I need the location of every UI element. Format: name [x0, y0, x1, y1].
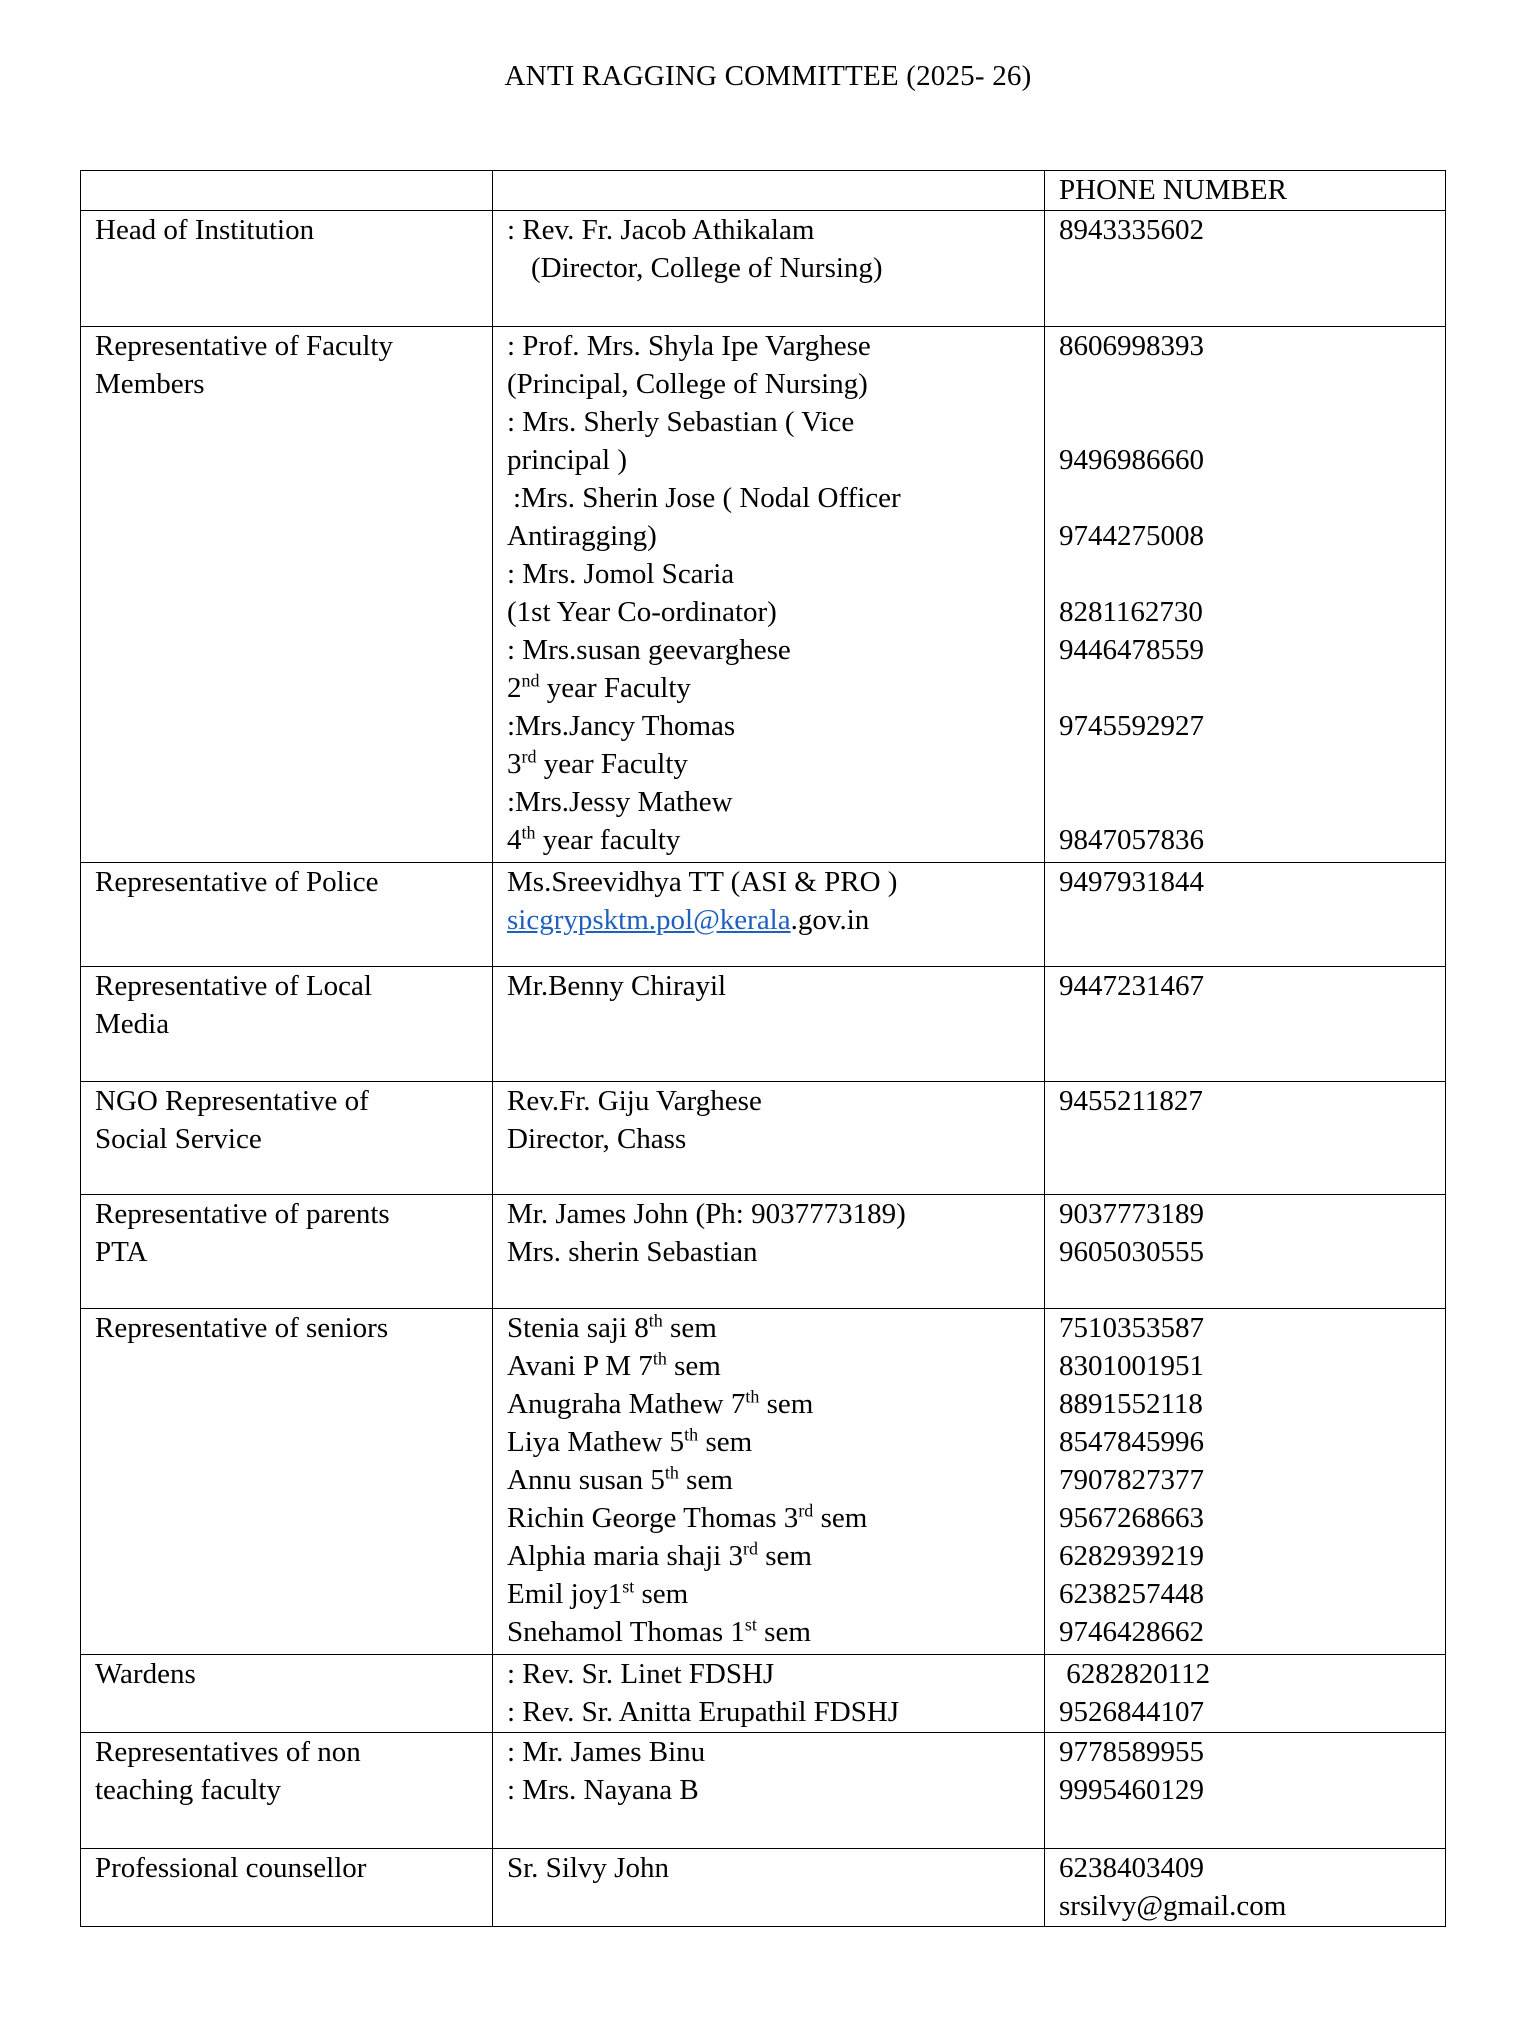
role-label: NGO Representative of	[95, 1085, 369, 1117]
phone-number: 9847057836	[1059, 824, 1204, 856]
ordinal-suffix: rd	[798, 1500, 814, 1521]
table-row-faculty	[81, 327, 1446, 863]
table-row-wardens	[81, 1655, 1446, 1733]
student-name	[507, 1423, 1030, 1461]
role-cell	[81, 1655, 493, 1733]
header-role-cell	[81, 171, 493, 211]
semester-text: sem	[662, 1312, 717, 1344]
member-name: : Rev. Sr. Anitta Erupathil FDSHJ	[507, 1696, 900, 1728]
member-name: :Mrs.Jessy Mathew	[507, 786, 733, 818]
table-row-ngo	[81, 1082, 1446, 1195]
member-designation: (Director, College of Nursing)	[531, 252, 883, 284]
member-name: Sr. Silvy John	[507, 1852, 669, 1884]
phone-number: 6238257448	[1059, 1578, 1204, 1610]
phone-number: 9526844107	[1059, 1696, 1204, 1728]
student-text: Avani P M 7	[507, 1350, 653, 1382]
member-designation: Antiragging)	[507, 520, 657, 552]
role-label: Members	[95, 368, 205, 400]
phone-number: 8606998393	[1059, 330, 1204, 362]
phone-number: 9455211827	[1059, 1085, 1203, 1117]
role-cell	[81, 1082, 493, 1195]
name-cell	[493, 1733, 1045, 1849]
email-link[interactable]: sicgrypsktm.pol@kerala	[507, 904, 791, 936]
ordinal-suffix: st	[744, 1614, 757, 1635]
ordinal-suffix: th	[648, 1310, 663, 1331]
ordinal-suffix: rd	[521, 746, 537, 767]
phone-number: 9496986660	[1059, 444, 1204, 476]
table-row-police	[81, 863, 1446, 967]
phone-number: 6238403409	[1059, 1852, 1204, 1884]
role-label: Representative of seniors	[95, 1312, 389, 1344]
phone-number: 8547845996	[1059, 1426, 1204, 1458]
role-label: PTA	[95, 1236, 148, 1268]
student-text: Stenia saji 8	[507, 1312, 649, 1344]
member-name: : Mrs.susan geevarghese	[507, 634, 791, 666]
role-label: teaching faculty	[95, 1774, 281, 1806]
table-header-row	[81, 171, 1446, 211]
member-name: : Mrs. Sherly Sebastian ( Vice	[507, 406, 855, 438]
phone-number: 9497931844	[1059, 866, 1204, 898]
phone-number: 6282939219	[1059, 1540, 1204, 1572]
phone-cell	[1045, 211, 1446, 327]
role-label: Representative of Faculty	[95, 330, 393, 362]
table-row-counsellor	[81, 1849, 1446, 1927]
phone-number: 9745592927	[1059, 710, 1204, 742]
name-cell	[493, 1309, 1045, 1655]
name-cell	[493, 327, 1045, 863]
phone-cell	[1045, 327, 1446, 863]
student-text: Emil joy1	[507, 1578, 623, 1610]
table-row-parents	[81, 1195, 1446, 1309]
semester-text: sem	[666, 1350, 721, 1382]
phone-number-header: PHONE NUMBER	[1059, 174, 1287, 206]
semester-text: sem	[698, 1426, 753, 1458]
phone-number: 8891552118	[1059, 1388, 1203, 1420]
member-name: : Rev. Sr. Linet FDSHJ	[507, 1658, 775, 1690]
student-text: Annu susan 5	[507, 1464, 665, 1496]
phone-cell	[1045, 1195, 1446, 1309]
year-text: year Faculty	[536, 748, 688, 780]
year-text: year Faculty	[539, 672, 691, 704]
role-cell	[81, 1195, 493, 1309]
ordinal-suffix: th	[745, 1386, 760, 1407]
member-name: Mr.Benny Chirayil	[507, 970, 727, 1002]
role-label: Representative of Local	[95, 970, 372, 1002]
phone-cell	[1045, 1309, 1446, 1655]
ordinal-suffix: st	[622, 1576, 635, 1597]
role-cell	[81, 967, 493, 1082]
name-cell	[493, 863, 1045, 967]
phone-number: 7907827377	[1059, 1464, 1204, 1496]
table-row-media	[81, 967, 1446, 1082]
phone-number: 9605030555	[1059, 1236, 1204, 1268]
student-text: Richin George Thomas 3	[507, 1502, 799, 1534]
phone-number: 9744275008	[1059, 520, 1204, 552]
email-domain: .gov.in	[790, 904, 870, 936]
phone-cell	[1045, 1082, 1446, 1195]
semester-text: sem	[757, 1540, 812, 1572]
phone-number: 9995460129	[1059, 1774, 1204, 1806]
phone-cell	[1045, 967, 1446, 1082]
semester-text: sem	[759, 1388, 814, 1420]
student-text: Anugraha Mathew 7	[507, 1388, 746, 1420]
student-text: Snehamol Thomas 1	[507, 1616, 745, 1648]
member-name: Rev.Fr. Giju Varghese	[507, 1085, 762, 1117]
role-cell	[81, 1849, 493, 1927]
phone-number: 9778589955	[1059, 1736, 1204, 1768]
student-name	[507, 1385, 1030, 1423]
table-row-seniors	[81, 1309, 1446, 1655]
phone-number: 8281162730	[1059, 596, 1203, 628]
phone-number: 6282820112	[1059, 1658, 1211, 1690]
student-name	[507, 1499, 1030, 1537]
member-designation	[507, 669, 1030, 707]
member-designation	[507, 821, 1030, 859]
role-cell	[81, 211, 493, 327]
student-name	[507, 1575, 1030, 1613]
phone-number: 9446478559	[1059, 634, 1204, 666]
member-name: : Rev. Fr. Jacob Athikalam	[507, 214, 815, 246]
semester-text: sem	[634, 1578, 689, 1610]
member-name: :Mrs. Sherin Jose ( Nodal Officer	[513, 482, 901, 514]
student-name	[507, 1537, 1030, 1575]
role-label: Media	[95, 1008, 170, 1040]
header-phone-cell	[1045, 171, 1446, 211]
member-name: :Mrs.Jancy Thomas	[507, 710, 736, 742]
table-row-head-of-institution	[81, 211, 1446, 327]
year-number: 3	[507, 748, 522, 780]
ordinal-suffix: th	[652, 1348, 667, 1369]
phone-cell	[1045, 1849, 1446, 1927]
student-name	[507, 1461, 1030, 1499]
phone-cell	[1045, 863, 1446, 967]
member-designation	[507, 745, 1030, 783]
phone-number: 8301001951	[1059, 1350, 1204, 1382]
member-name: Mr. James John (Ph: 9037773189)	[507, 1198, 906, 1230]
member-designation: (1st Year Co-ordinator)	[507, 596, 777, 628]
role-cell	[81, 863, 493, 967]
name-cell	[493, 211, 1045, 327]
role-label: Representative of parents	[95, 1198, 390, 1230]
member-name: : Prof. Mrs. Shyla Ipe Varghese	[507, 330, 871, 362]
header-name-cell	[493, 171, 1045, 211]
role-label: Representative of Police	[95, 866, 379, 898]
member-name: : Mrs. Nayana B	[507, 1774, 699, 1806]
email-address: srsilvy@gmail.com	[1059, 1890, 1287, 1922]
role-cell	[81, 1733, 493, 1849]
member-name: : Mr. James Binu	[507, 1736, 706, 1768]
ordinal-suffix: th	[684, 1424, 699, 1445]
student-name	[507, 1613, 1030, 1651]
phone-number: 9567268663	[1059, 1502, 1204, 1534]
student-text: Liya Mathew 5	[507, 1426, 685, 1458]
member-name: Mrs. sherin Sebastian	[507, 1236, 758, 1268]
member-designation: principal )	[507, 444, 627, 476]
ordinal-suffix: nd	[521, 670, 540, 691]
phone-number: 7510353587	[1059, 1312, 1204, 1344]
member-name: Ms.Sreevidhya TT (ASI & PRO )	[507, 866, 898, 898]
page-title: ANTI RAGGING COMMITTEE (2025- 26)	[504, 60, 1032, 92]
phone-number: 9746428662	[1059, 1616, 1204, 1648]
member-designation: (Principal, College of Nursing)	[507, 368, 868, 400]
student-name	[507, 1309, 1030, 1347]
phone-cell	[1045, 1733, 1446, 1849]
ordinal-suffix: th	[664, 1462, 679, 1483]
phone-number: 9447231467	[1059, 970, 1204, 1002]
semester-text: sem	[678, 1464, 733, 1496]
year-text: year faculty	[535, 824, 681, 856]
phone-cell	[1045, 1655, 1446, 1733]
name-cell	[493, 967, 1045, 1082]
role-label: Wardens	[95, 1658, 196, 1690]
name-cell	[493, 1655, 1045, 1733]
semester-text: sem	[813, 1502, 868, 1534]
semester-text: sem	[756, 1616, 811, 1648]
student-name	[507, 1347, 1030, 1385]
role-label: Head of Institution	[95, 214, 315, 246]
member-name: : Mrs. Jomol Scaria	[507, 558, 735, 590]
phone-number: 9037773189	[1059, 1198, 1204, 1230]
year-number: 2	[507, 672, 522, 704]
ordinal-suffix: th	[521, 822, 536, 843]
name-cell	[493, 1849, 1045, 1927]
role-cell	[81, 327, 493, 863]
name-cell	[493, 1082, 1045, 1195]
phone-number: 8943335602	[1059, 214, 1204, 246]
role-label: Social Service	[95, 1123, 262, 1155]
member-designation: Director, Chass	[507, 1123, 687, 1155]
year-number: 4	[507, 824, 522, 856]
role-cell	[81, 1309, 493, 1655]
student-text: Alphia maria shaji 3	[507, 1540, 743, 1572]
role-label: Professional counsellor	[95, 1852, 367, 1884]
name-cell	[493, 1195, 1045, 1309]
ordinal-suffix: rd	[742, 1538, 758, 1559]
email-address	[507, 901, 1030, 939]
table-row-non-teaching	[81, 1733, 1446, 1849]
role-label: Representatives of non	[95, 1736, 361, 1768]
committee-table	[80, 170, 1446, 1927]
